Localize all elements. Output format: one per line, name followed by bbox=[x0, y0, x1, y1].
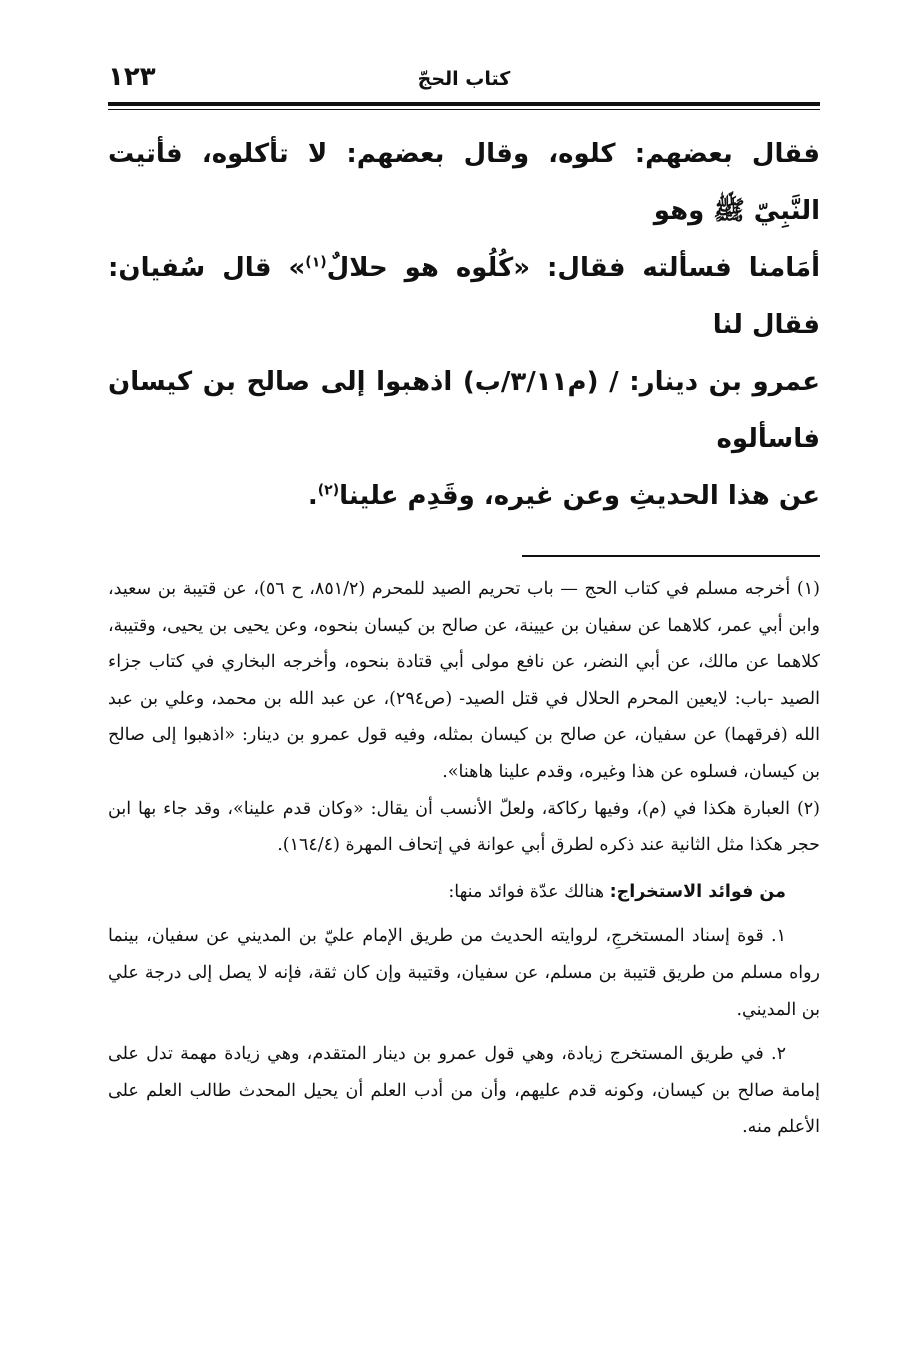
footnote-text: أخرجه مسلم في كتاب الحج — باب تحريم الصيد للمحرم (٨٥١/٢، ح ٥٦)، عن قتيبة بن سعيد، وابن أبي عمر، كلاهما عن سفيان بن عيينة، عن صالح بن كيسان بنحوه، وعن يحيى بن يحيى، وقتيبة، كلاهما عن مالك، عن أبي النضر، عن نافع مولى أبي قتادة بنحوه، وأخرجه البخاري في كتاب جزاء الصيد -باب: لايعين المحرم الحلال في قتل الصيد- (ص٢٩٤)، عن عبد الله بن محمد، وعلي بن عبد الله (فرقهما) عن سفيان، عن صالح بن كيسان بمثله، وفيه قول عمرو بن دينار: «اذهبوا إلى صالح بن كيسان، فسلوه عن هذا وغيره، وقدم علينا هاهنا». bbox=[108, 579, 820, 782]
footnote-number: (١) bbox=[796, 579, 820, 599]
hadith-line: عمرو بن دينار: / (م٣/١١/ب) اذهبوا إلى صالح بن كيسان فاسألوه bbox=[108, 367, 820, 454]
page-number: ١٢٣ bbox=[108, 62, 156, 92]
header-rule-thick bbox=[108, 102, 820, 106]
benefit-item-2: ٢. في طريق المستخرج زيادة، وهي قول عمرو بن دينار المتقدم، وهي زيادة مهمة تدل على إمامة صالح بن كيسان، وكونه قدم عليهم، وأن من أدب العلم أن يحيل المحدث طالب العلم على الأعلم منه. bbox=[108, 1044, 820, 1138]
footnote-number: (٢) bbox=[796, 798, 820, 819]
running-head-title: كتاب الحجّ bbox=[417, 68, 511, 90]
hadith-line: فقال بعضهم: كلوه، وقال بعضهم: لا تأكلوه، فأتيت النَّبِيّ ﷺ وهو bbox=[108, 139, 820, 226]
footnote-1 bbox=[108, 571, 820, 791]
book-page bbox=[108, 62, 820, 1146]
footnote-text: العبارة هكذا في (م)، وفيها ركاكة، ولعلّ الأنسب أن يقال: «وكان قدم علينا»، وقد جاء بها ابن حجر هكذا مثل الثانية عند ذكره لطرق أبي عوانة في إتحاف المهرة (١٦٤/٤). bbox=[108, 798, 820, 856]
benefits-heading-label: من فوائد الاستخراج: bbox=[609, 881, 786, 902]
header-rule-thin bbox=[108, 109, 820, 110]
benefits-heading bbox=[108, 874, 820, 911]
footnotes bbox=[108, 571, 820, 864]
page-header bbox=[108, 62, 820, 102]
benefits-heading-text: هنالك عدّة فوائد منها: bbox=[448, 881, 610, 902]
hadith-line: أمَامنا فسألته فقال: «كُلُوه هو حلالٌ$^{(١)}$» قال سُفيان: فقال لنا bbox=[108, 253, 820, 340]
hadith-text bbox=[108, 126, 820, 525]
footnote-separator bbox=[522, 555, 820, 557]
benefit-item-1: ١. قوة إسناد المستخرجِ، لروايته الحديث من طريق الإمام عليّ بن المديني عن سفيان، بينما رواه مسلم من طريق قتيبة بن مسلم، عن سفيان، وقتيبة وإن كان ثقة، فإنه لا يصل إلى درجة علي بن المديني. bbox=[108, 926, 820, 1020]
footnote-ref-1: (١) bbox=[305, 254, 327, 271]
footnote-2 bbox=[108, 791, 820, 864]
benefits-section bbox=[108, 874, 820, 1146]
footnote-ref-2: (٢) bbox=[317, 482, 340, 499]
hadith-line: عن هذا الحديثِ وعن غيره، وقَدِم علينا$^{(٢)}$. bbox=[307, 481, 820, 511]
